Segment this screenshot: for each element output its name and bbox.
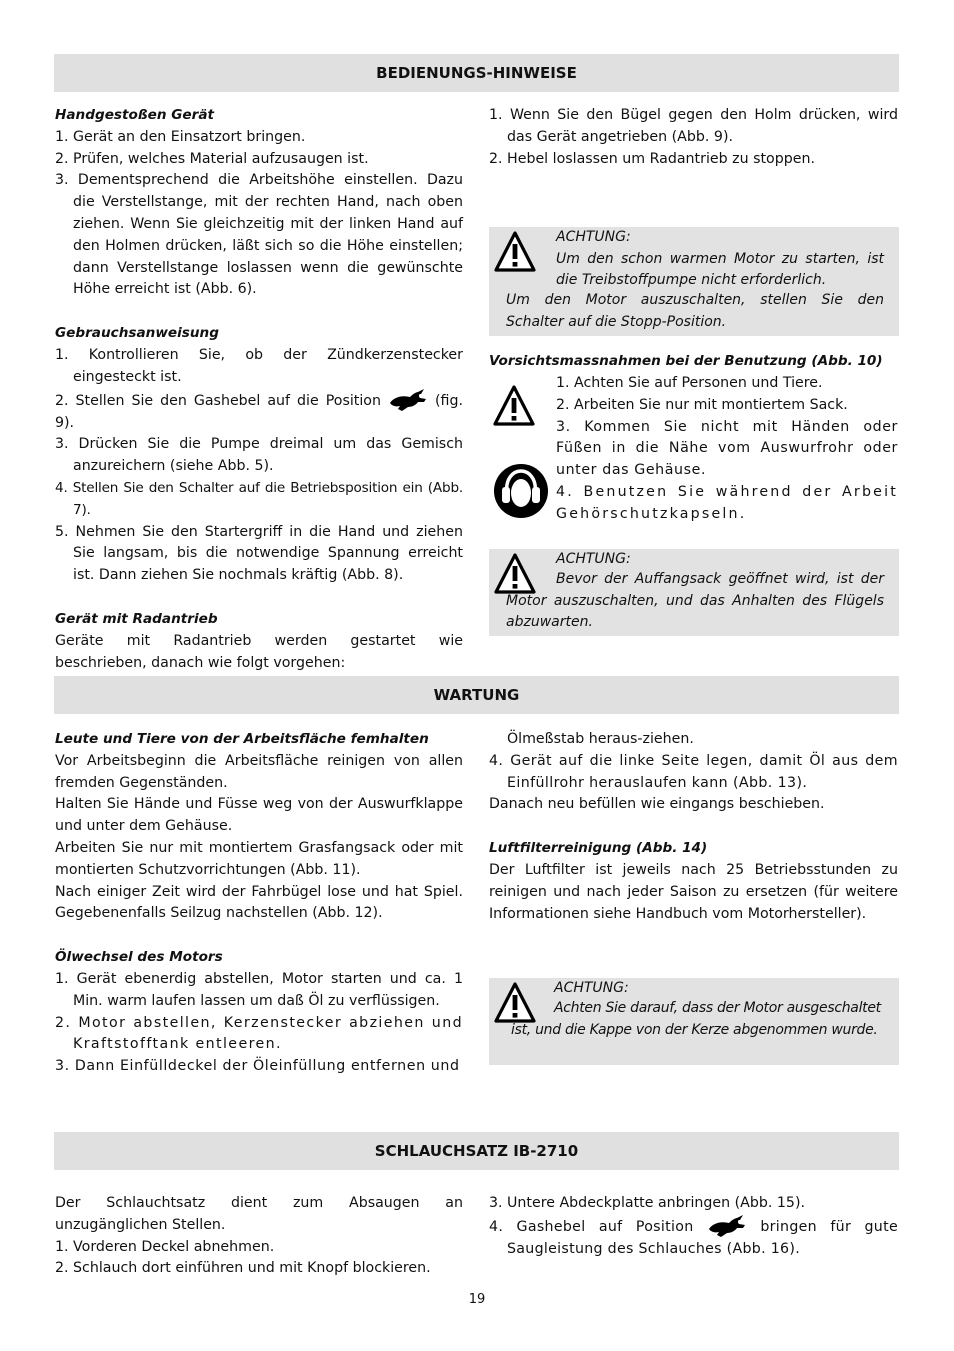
rabbit-fast-icon <box>388 389 428 413</box>
list-item: Ölmeßstab heraus-ziehen. <box>507 731 694 747</box>
list-item: 1. Wenn Sie den Bügel gegen den Holm drücken, wird das Gerät angetrieben (Abb. 9). <box>489 107 898 145</box>
subheading-precautions: Vorsichtsmassnahmen bei der Benutzung (Abb. 10) <box>489 353 883 369</box>
page-number: 19 <box>468 1292 486 1307</box>
right-column-hose-kit <box>489 1193 898 1261</box>
left-column-hose-kit <box>55 1193 463 1280</box>
list-item: 3. Dann Einfülldeckel der Öleinfüllung entfernen und <box>55 1058 460 1075</box>
paragraph: Geräte mit Radantrieb werden gestartet wie beschrieben, danach wie folgt vorgehen: <box>55 632 463 671</box>
left-column-operating <box>55 105 463 674</box>
warning-text: Bevor der Auffangsack geöffnet wird, ist der Motor auszuschalten, und das Anhalten des Flügels abzuwarten. <box>506 571 884 630</box>
list-item: 2. Prüfen, welches Material aufzusaugen ist. <box>55 150 369 167</box>
list-item: 1. Vorderen Deckel abnehmen. <box>55 1238 275 1255</box>
list-item-text: (fig. 9). <box>55 392 463 431</box>
paragraph: Der Schlauchtsatz dient zum Absaugen an unzugänglichen Stellen. <box>55 1195 463 1233</box>
list-item: 3. Kommen Sie nicht mit Händen oder Füßen in die Nähe vom Auswurfrohr oder unter das Gehäuse. <box>556 418 898 479</box>
subheading-keep-clear: Leute und Tiere von der Arbeitsfläche femhalten <box>55 731 429 747</box>
list-item-text: 2. Stellen Sie den Gashebel auf die Position <box>55 392 381 409</box>
list-item: 4. Stellen Sie den Schalter auf die Betriebsposition ein (Abb. 7). <box>55 479 463 518</box>
list-item <box>55 389 463 435</box>
subheading-hand-pushed: Handgestoßen Gerät <box>55 107 214 123</box>
list-item: 1. Gerät ebenerdig abstellen, Motor starten und ca. 1 Min. warm laufen lassen um daß Öl zu verflüssigen. <box>55 970 463 1009</box>
list-item: 1. Gerät an den Einsatzort bringen. <box>55 128 306 145</box>
paragraph: Danach neu befüllen wie eingangs beschieben. <box>489 796 825 813</box>
precautions-list <box>556 373 898 526</box>
rabbit-fast-icon <box>707 1215 747 1239</box>
list-item-text: bringen für gute Saugleistung des Schlauches (Abb. 16). <box>507 1218 898 1257</box>
paragraph: Nach einiger Zeit wird der Fahrbügel lose und hat Spiel. Gegebenenfalls Seilzug nachstellen (Abb. 12). <box>55 883 463 922</box>
list-item: 5. Nehmen Sie den Startergriff in die Hand und ziehen Sie langsam, bis die notwendige Spannung erreicht ist. Dann ziehen Sie nochmals kräftig (Abb. 8). <box>55 523 463 584</box>
section-header-wartung: WARTUNG <box>54 676 899 714</box>
paragraph: Arbeiten Sie nur mit montiertem Grasfangsack oder mit montierten Schutzvorrichtungen (Abb. 11). <box>55 839 463 878</box>
list-item: 2. Hebel loslassen um Radantrieb zu stoppen. <box>489 150 815 167</box>
section-header-bedienung: BEDIENUNGS-HINWEISE <box>54 54 899 92</box>
subheading-wheel-drive: Gerät mit Radantrieb <box>55 610 218 627</box>
paragraph: Vor Arbeitsbeginn die Arbeitsfläche reinigen von allen fremden Gegenständen. <box>55 752 463 791</box>
list-item-text: 4. Gashebel auf Position <box>489 1218 694 1235</box>
list-item: 2. Motor abstellen, Kerzenstecker abziehen und Kraftstofftank entleeren. <box>55 1014 463 1053</box>
warning-box <box>489 227 899 336</box>
list-item: 4. Gerät auf die linke Seite legen, damit Öl aus dem Einfüllrohr herauslaufen kann (Abb. 13). <box>489 752 898 791</box>
warning-box <box>489 549 899 636</box>
list-item: 4. Benutzen Sie während der Arbeit Gehörschutzkapseln. <box>556 483 898 522</box>
precautions-block <box>489 351 899 373</box>
list-item: 1. Kontrollieren Sie, ob der Zündkerzenstecker eingesteckt ist. <box>55 346 463 385</box>
list-item: 2. Schlauch dort einführen und mit Knopf blockieren. <box>55 1260 431 1277</box>
right-column-maintenance <box>489 729 898 925</box>
list-item: 3. Untere Abdeckplatte anbringen (Abb. 15). <box>489 1195 806 1211</box>
list-item: 2. Arbeiten Sie nur mit montiertem Sack. <box>556 396 848 413</box>
warning-triangle-icon <box>493 230 537 274</box>
warning-triangle-icon <box>492 384 536 428</box>
subheading-oil-change: Ölwechsel des Motors <box>55 949 223 966</box>
left-column-maintenance <box>55 729 463 1078</box>
warning-title: ACHTUNG: <box>556 229 631 245</box>
warning-title: ACHTUNG: <box>556 551 631 567</box>
list-item: 1. Achten Sie auf Personen und Tiere. <box>556 375 823 391</box>
subheading-air-filter: Luftfilterreinigung (Abb. 14) <box>489 840 708 857</box>
warning-text: Achten Sie darauf, dass der Motor ausgeschaltet ist, und die Kappe von der Kerze abgenommen wurde. <box>511 1000 881 1038</box>
paragraph: Halten Sie Hände und Füsse weg von der Auswurfklappe und unter dem Gehäuse. <box>55 796 463 835</box>
list-item <box>489 1215 898 1261</box>
warning-title: ACHTUNG: <box>554 980 629 996</box>
list-item: 3. Drücken Sie die Pumpe dreimal um das Gemisch anzureichern (siehe Abb. 5). <box>55 436 463 475</box>
right-column-operating <box>489 105 898 170</box>
section-header-schlauchsatz: SCHLAUCHSATZ IB-2710 <box>54 1132 899 1170</box>
paragraph: Der Luftfilter ist jeweils nach 25 Betriebsstunden zu reinigen und nach jeder Saison zu ersetzen (für weitere Informationen siehe Handbuch vom Motorhersteller). <box>489 861 898 922</box>
warning-text: Um den schon warmen Motor zu starten, ist die Treibstoffpumpe nicht erforderlich. <box>556 250 884 288</box>
subheading-instructions: Gebrauchsanweisung <box>55 325 219 342</box>
warning-box <box>489 978 899 1065</box>
list-item: 3. Dementsprechend die Arbeitshöhe einstellen. Dazu die Verstellstange, mit der rechten Hand, nach oben ziehen. Wenn Sie gleichzeitig mit der linken Hand auf den Holmen drücken, läßt sich so die Höhe einstellen; dann Verstellstange loslassen wenn die gewünschte Höhe erreicht ist (Abb. 6). <box>55 172 463 298</box>
warning-text: Um den Motor auszuschalten, stellen Sie den Schalter auf die Stopp-Position. <box>506 292 884 330</box>
ear-protection-icon <box>493 463 549 519</box>
